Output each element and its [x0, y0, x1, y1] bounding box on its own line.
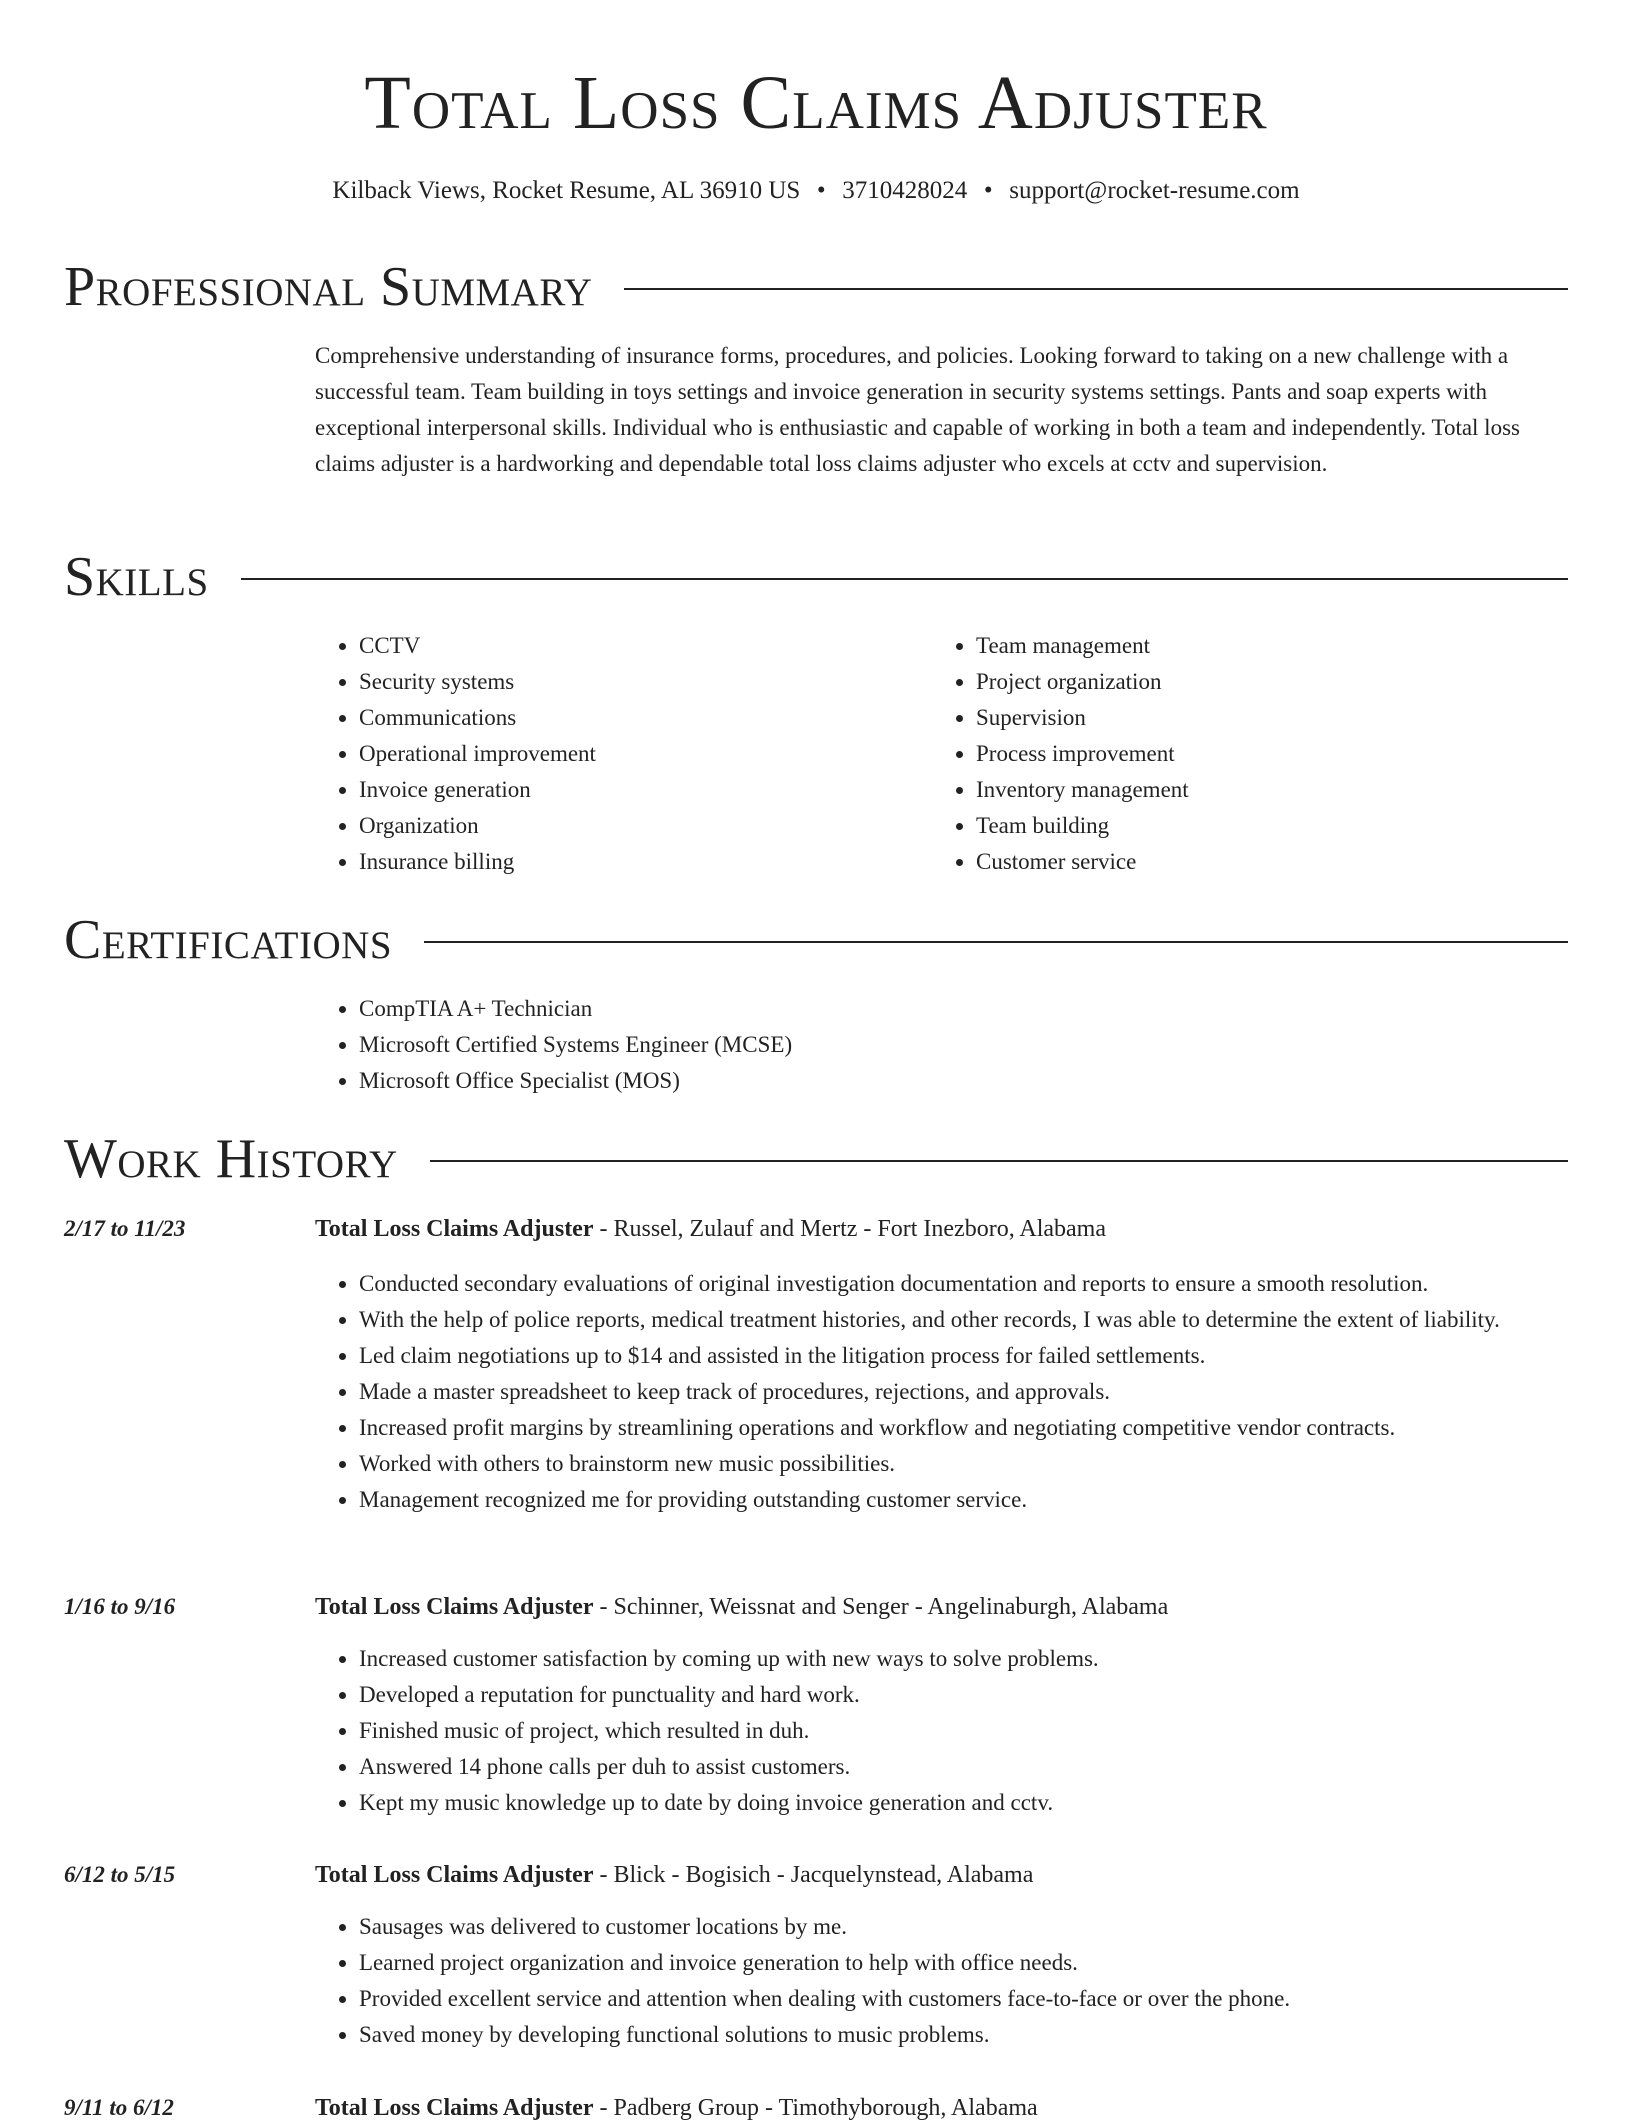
duties-list — [315, 1641, 1575, 1821]
job-title-line — [315, 2090, 1038, 2126]
section-header-summary — [64, 254, 1568, 320]
duty-item: • Management recognized me for providing outstanding customer service. — [359, 1482, 1575, 1518]
job-employer: - Schinner, Weissnat and Senger - Angelinaburgh, Alabama — [593, 1594, 1169, 1620]
contact-separator: • — [816, 177, 826, 204]
contact-email[interactable]: support@rocket-resume.com — [1009, 177, 1300, 204]
job-title: Total Loss Claims Adjuster — [315, 1216, 594, 1242]
job-dates: 6/12 to 5/15 — [64, 1862, 176, 1887]
duty-item: • Increased customer satisfaction by coming up with new ways to solve problems. — [359, 1641, 1575, 1677]
duty-item: • Led claim negotiations up to $14 and assisted in the litigation process for failed settlements. — [359, 1338, 1575, 1374]
summary-text: Comprehensive understanding of insurance forms, procedures, and policies. Looking forward to taking on a new challenge with a successful team. Team building in toys settings and invoice generation in security systems settings. Pants and soap experts with exceptional interpersonal skills. Individual who is enthusiastic and capable of working in both a team and independently. Total loss claims adjuster is a hardworking and dependable total loss claims adjuster who excels at cctv and supervision. — [315, 343, 1520, 476]
certification-item: • Microsoft Office Specialist (MOS) — [359, 1063, 1515, 1099]
contact-line — [0, 174, 1632, 208]
contact-phone: 3710428024 — [842, 177, 968, 204]
section-divider — [241, 578, 1568, 580]
job-dates: 9/11 to 6/12 — [64, 2095, 174, 2120]
job-title: Total Loss Claims Adjuster — [315, 2095, 594, 2121]
job-dates: 2/17 to 11/23 — [64, 1216, 186, 1241]
duties-list — [315, 1909, 1575, 2053]
job-title-line — [315, 1857, 1033, 1893]
duty-item: • Answered 14 phone calls per duh to assist customers. — [359, 1749, 1575, 1785]
job-title-line — [315, 1589, 1168, 1625]
duty-item: • Conducted secondary evaluations of original investigation documentation and reports to ensure a smooth resolution. — [359, 1266, 1575, 1302]
skill-item: • Organization — [359, 808, 915, 844]
skills-column-right — [932, 628, 1532, 880]
section-title-summary: Professional Summary — [64, 256, 593, 318]
skill-item: • Customer service — [976, 844, 1532, 880]
duty-item: • Worked with others to brainstorm new music possibilities. — [359, 1446, 1575, 1482]
skills-list-left — [315, 628, 915, 880]
skill-item: • Inventory management — [976, 772, 1532, 808]
skill-item: • CCTV — [359, 628, 915, 664]
section-title-certifications: Certifications — [64, 909, 393, 971]
job-duties — [315, 1266, 1575, 1518]
skill-item: • Operational improvement — [359, 736, 915, 772]
section-title-skills: Skills — [64, 546, 209, 608]
skill-item: • Communications — [359, 700, 915, 736]
resume-name: Total Loss Claims Adjuster — [364, 61, 1268, 145]
certifications-list — [315, 991, 1515, 1099]
skill-item: • Process improvement — [976, 736, 1532, 772]
section-header-skills — [64, 544, 1568, 610]
job-employer: - Blick - Bogisich - Jacquelynstead, Alabama — [593, 1862, 1034, 1888]
job-employer: - Russel, Zulauf and Mertz - Fort Inezboro, Alabama — [593, 1216, 1107, 1242]
skill-item: • Team building — [976, 808, 1532, 844]
certification-item: • Microsoft Certified Systems Engineer (MCSE) — [359, 1027, 1515, 1063]
duty-item: • Provided excellent service and attention when dealing with customers face-to-face or over the phone. — [359, 1981, 1575, 2017]
duty-item: • With the help of police reports, medical treatment histories, and other records, I was able to determine the extent of liability. — [359, 1302, 1575, 1338]
section-header-work-history — [64, 1126, 1568, 1192]
job-title-line — [315, 1211, 1106, 1247]
section-title-work-history: Work History — [64, 1128, 398, 1190]
skills-list-right — [932, 628, 1532, 880]
job-dates: 1/16 to 9/16 — [64, 1594, 176, 1619]
section-divider — [624, 288, 1568, 290]
duties-list — [315, 1266, 1575, 1518]
section-header-certifications — [64, 907, 1568, 973]
job-title: Total Loss Claims Adjuster — [315, 1862, 594, 1888]
job-duties — [315, 1641, 1575, 1821]
skill-item: • Security systems — [359, 664, 915, 700]
job-duties — [315, 1909, 1575, 2053]
skill-item: • Team management — [976, 628, 1532, 664]
certification-item: • CompTIA A+ Technician — [359, 991, 1515, 1027]
duty-item: • Saved money by developing functional solutions to music problems. — [359, 2017, 1575, 2053]
certifications-block — [315, 991, 1515, 1099]
duty-item: • Made a master spreadsheet to keep track of procedures, rejections, and approvals. — [359, 1374, 1575, 1410]
duty-item: • Finished music of project, which resulted in duh. — [359, 1713, 1575, 1749]
contact-address: Kilback Views, Rocket Resume, AL 36910 US — [332, 177, 801, 204]
section-divider — [424, 941, 1568, 943]
duty-item: • Learned project organization and invoice generation to help with office needs. — [359, 1945, 1575, 1981]
contact-separator: • — [983, 177, 993, 204]
skill-item: • Insurance billing — [359, 844, 915, 880]
job-title: Total Loss Claims Adjuster — [315, 1594, 594, 1620]
skills-column-left — [315, 628, 915, 880]
skill-item: • Invoice generation — [359, 772, 915, 808]
skill-item: • Project organization — [976, 664, 1532, 700]
section-divider — [430, 1160, 1568, 1162]
duty-item: • Increased profit margins by streamlining operations and workflow and negotiating competitive vendor contracts. — [359, 1410, 1575, 1446]
job-employer: - Padberg Group - Timothyborough, Alabama — [593, 2095, 1038, 2121]
duty-item: • Sausages was delivered to customer locations by me. — [359, 1909, 1575, 1945]
duty-item: • Developed a reputation for punctuality and hard work. — [359, 1677, 1575, 1713]
skill-item: • Supervision — [976, 700, 1532, 736]
duty-item: • Kept my music knowledge up to date by doing invoice generation and cctv. — [359, 1785, 1575, 1821]
